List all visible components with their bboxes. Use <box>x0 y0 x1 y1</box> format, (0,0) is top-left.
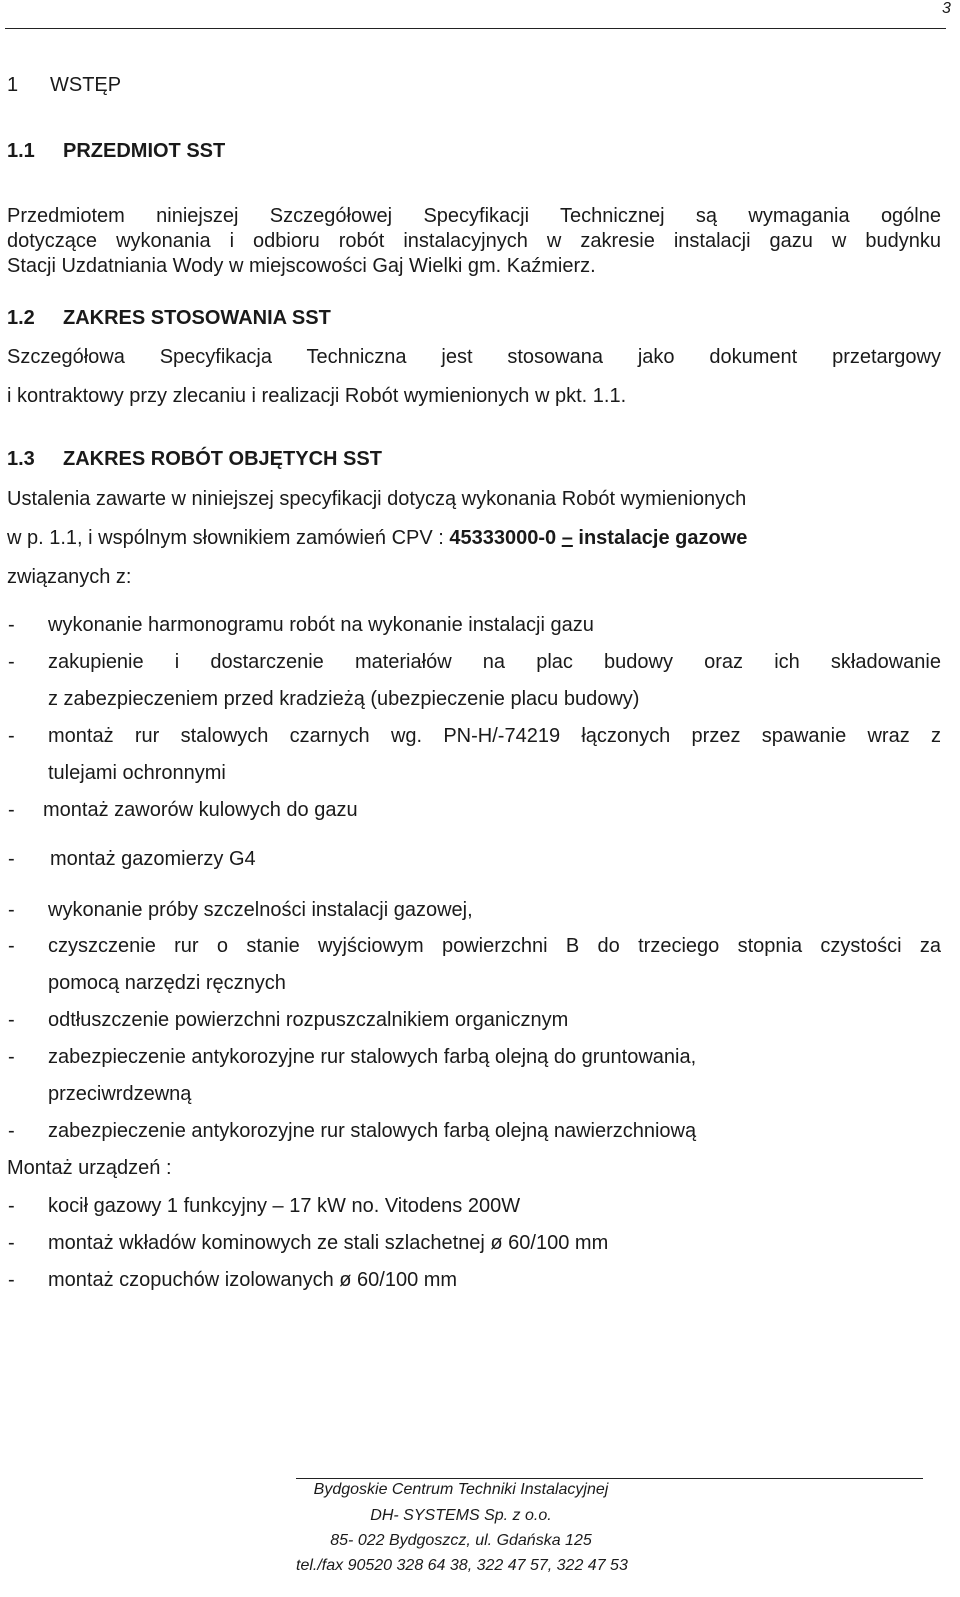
section-1-number: 1 <box>7 74 19 96</box>
footer-firm: DH- SYSTEMS Sp. z o.o. <box>370 1507 552 1524</box>
list-dash: - <box>8 1232 15 1254</box>
section-1-1-line: Przedmiotem niniejszej Szczegółowej Specyfikacji Technicznej są wymagania ogólne <box>7 205 941 227</box>
list-item: montaż rur stalowych czarnych wg. PN-H/-74219 łączonych przez spawanie wraz z <box>48 725 941 747</box>
section-1-2-line: Szczegółowa Specyfikacja Techniczna jest stosowana jako dokument przetargowy <box>7 346 941 368</box>
list-dash: - <box>8 725 15 747</box>
list-item-continuation: pomocą narzędzi ręcznych <box>48 972 286 994</box>
section-1-3-cpv-line <box>7 527 747 550</box>
list-item: montaż gazomierzy G4 <box>50 848 256 870</box>
list-dash: - <box>8 899 15 921</box>
section-1-3-number: 1.3 <box>7 448 35 470</box>
list-dash: - <box>8 848 15 870</box>
list-dash: - <box>8 651 15 673</box>
montaz-header: Montaż urządzeń : <box>7 1157 172 1179</box>
section-1-2-heading <box>7 307 331 330</box>
footer-company: Bydgoskie Centrum Techniki Instalacyjnej <box>313 1481 609 1498</box>
list-dash: - <box>8 1120 15 1142</box>
section-1-1-line: dotyczące wykonania i odbioru robót instalacyjnych w zakresie instalacji gazu w budynku <box>7 230 941 252</box>
list-dash: - <box>8 1269 15 1291</box>
montaz-item: montaż wkładów kominowych ze stali szlachetnej ø 60/100 mm <box>48 1232 609 1254</box>
montaz-item: kocił gazowy 1 funkcyjny – 17 kW no. Vitodens 200W <box>48 1195 521 1217</box>
list-dash: - <box>8 1195 15 1217</box>
cpv-name: instalacje gazowe <box>578 527 748 549</box>
montaz-item: montaż czopuchów izolowanych ø 60/100 mm <box>48 1269 458 1291</box>
cpv-dash: – <box>561 527 573 549</box>
section-1-2-line: i kontraktowy przy zlecaniu i realizacji Robót wymienionych w pkt. 1.1. <box>7 385 627 407</box>
section-1-1-heading <box>7 140 226 163</box>
section-1-2-title: ZAKRES STOSOWANIA SST <box>63 307 331 329</box>
list-item: wykonanie próby szczelności instalacji gazowej, <box>48 899 473 921</box>
section-1-3-heading <box>7 448 382 471</box>
list-item: odtłuszczenie powierzchni rozpuszczalnikiem organicznym <box>48 1009 569 1031</box>
header-rule <box>5 28 946 29</box>
section-1-1-number: 1.1 <box>7 140 35 162</box>
footer-phone: tel./fax 90520 328 64 38, 322 47 57, 322 47 53 <box>296 1557 628 1574</box>
list-dash: - <box>8 1009 15 1031</box>
list-item: czyszczenie rur o stanie wyjściowym powierzchni B do trzeciego stopnia czystości za <box>48 935 941 957</box>
footer-address: 85- 022 Bydgoszcz, ul. Gdańska 125 <box>330 1532 592 1549</box>
list-dash: - <box>8 799 15 821</box>
list-item-continuation: tulejami ochronnymi <box>48 762 226 784</box>
section-1-3-line: Ustalenia zawarte w niniejszej specyfikacji dotyczą wykonania Robót wymienionych <box>7 488 747 510</box>
section-1-3-title: ZAKRES ROBÓT OBJĘTYCH SST <box>63 448 382 470</box>
list-dash: - <box>8 1046 15 1068</box>
list-item: montaż zaworów kulowych do gazu <box>43 799 358 821</box>
section-1-heading <box>7 74 122 97</box>
list-item-continuation: przeciwrdzewną <box>48 1083 192 1105</box>
list-item: zabezpieczenie antykorozyjne rur stalowych farbą olejną nawierzchniową <box>48 1120 697 1142</box>
list-item: wykonanie harmonogramu robót na wykonanie instalacji gazu <box>48 614 594 636</box>
cpv-prefix: w p. 1.1, i wspólnym słownikiem zamówień CPV : <box>7 527 450 549</box>
section-1-1-line: Stacji Uzdatniania Wody w miejscowości Gaj Wielki gm. Kaźmierz. <box>7 255 596 277</box>
cpv-code: 45333000-0 <box>449 527 557 549</box>
list-item-continuation: z zabezpieczeniem przed kradzieżą (ubezpieczenie placu budowy) <box>48 688 640 710</box>
page-number: 3 <box>942 0 951 17</box>
list-dash: - <box>8 614 15 636</box>
section-1-title: WSTĘP <box>50 74 122 96</box>
list-item: zakupienie i dostarczenie materiałów na plac budowy oraz ich składowanie <box>48 651 941 673</box>
list-item: zabezpieczenie antykorozyjne rur stalowych farbą olejną do gruntowania, <box>48 1046 697 1068</box>
footer-rule <box>296 1478 923 1479</box>
section-1-2-number: 1.2 <box>7 307 35 329</box>
list-dash: - <box>8 935 15 957</box>
section-1-3-line: związanych z: <box>7 566 132 588</box>
section-1-1-title: PRZEDMIOT SST <box>63 140 226 162</box>
